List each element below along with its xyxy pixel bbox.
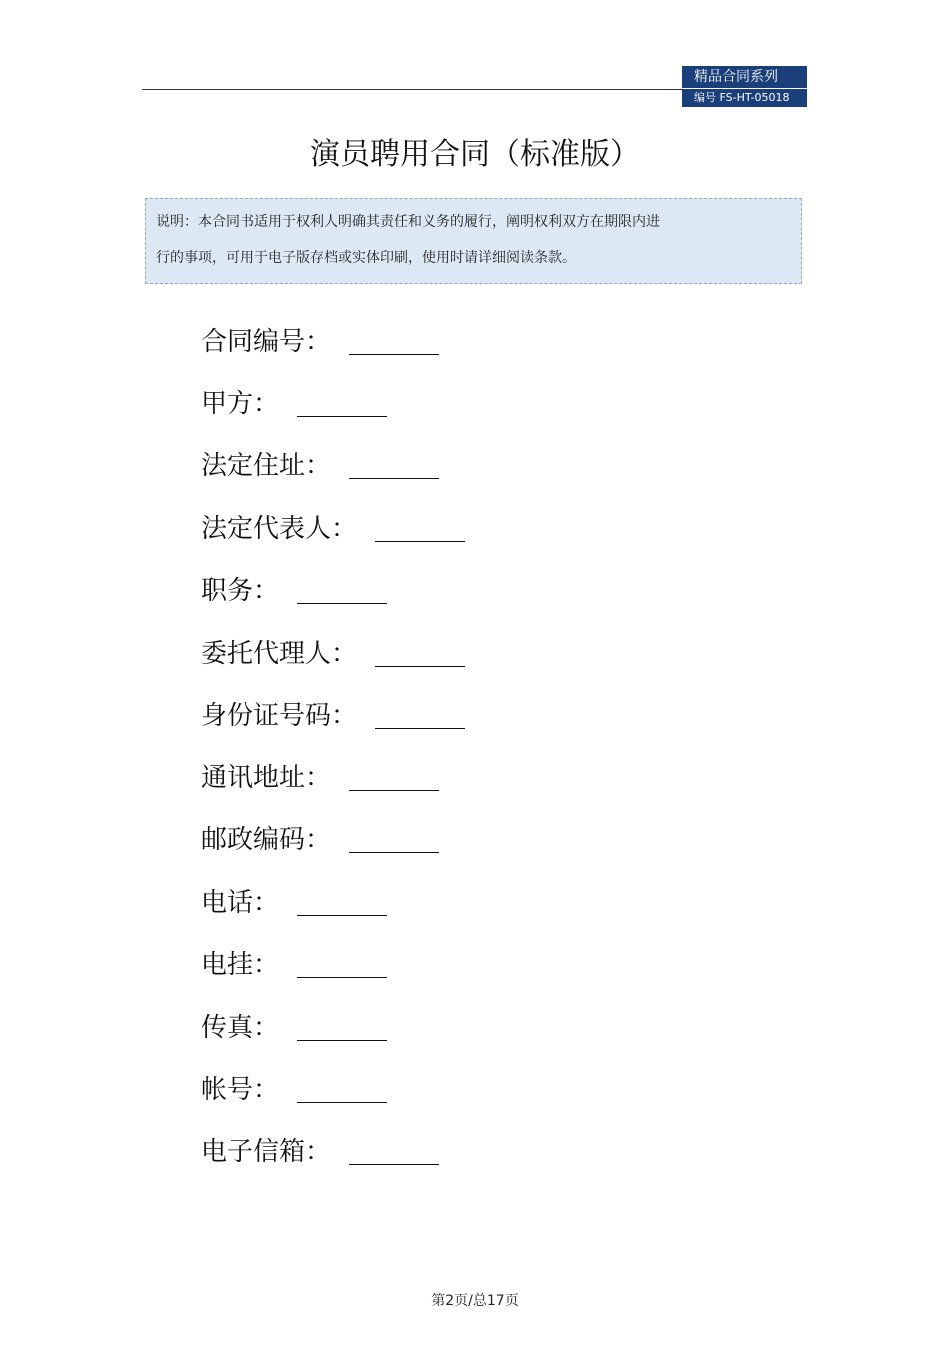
- field-label: 传真：: [201, 1013, 280, 1043]
- field-label: 邮政编码：: [201, 825, 332, 855]
- field-label: 甲方：: [201, 389, 280, 419]
- series-label: 精品合同系列: [694, 69, 778, 85]
- usage-note-line-2: 行的事项，可用于电子版存档或实体印刷，使用时请详细阅读条款。: [156, 250, 576, 266]
- field-blank: [375, 698, 465, 729]
- usage-note-line-1: 说明：本合同书适用于权利人明确其责任和义务的履行，阐明权利双方在期限内进: [156, 214, 660, 230]
- field-blank: [375, 511, 465, 542]
- usage-note: [145, 198, 802, 284]
- field-party-a: [201, 386, 387, 426]
- field-authorized-agent: [201, 636, 465, 676]
- field-label: 通讯地址：: [201, 763, 332, 793]
- series-divider: [682, 88, 807, 89]
- field-telegram: [201, 947, 387, 987]
- field-blank: [349, 822, 439, 853]
- field-id-number: [201, 698, 465, 738]
- field-blank: [297, 1072, 387, 1103]
- field-blank: [297, 386, 387, 417]
- field-blank: [349, 1134, 439, 1165]
- field-label: 委托代理人：: [201, 639, 358, 669]
- field-label: 身份证号码：: [201, 701, 358, 731]
- field-position: [201, 573, 387, 613]
- field-postal-code: [201, 822, 439, 862]
- field-blank: [297, 573, 387, 604]
- field-blank: [297, 947, 387, 978]
- field-label: 法定代表人：: [201, 514, 358, 544]
- page-indicator: 第2页/总17页: [431, 1293, 519, 1309]
- field-label: 合同编号：: [201, 327, 332, 357]
- field-legal-address: [201, 448, 439, 488]
- field-phone: [201, 885, 387, 925]
- field-blank: [349, 760, 439, 791]
- document-title: 演员聘用合同（标准版）: [310, 137, 640, 172]
- field-blank: [297, 1010, 387, 1041]
- series-badge: [682, 66, 807, 107]
- field-label: 职务：: [201, 576, 280, 606]
- field-legal-representative: [201, 511, 465, 551]
- field-account-number: [201, 1072, 387, 1112]
- field-label: 电子信箱：: [201, 1137, 332, 1167]
- field-blank: [297, 885, 387, 916]
- document-code: 编号 FS-HT-05018: [694, 91, 790, 104]
- field-blank: [375, 636, 465, 667]
- field-blank: [349, 448, 439, 479]
- field-fax: [201, 1010, 387, 1050]
- field-label: 电挂：: [201, 950, 280, 980]
- field-contract-number: [201, 324, 439, 364]
- field-label: 电话：: [201, 888, 280, 918]
- field-email: [201, 1134, 439, 1174]
- field-mailing-address: [201, 760, 439, 800]
- field-blank: [349, 324, 439, 355]
- field-label: 法定住址：: [201, 451, 332, 481]
- field-label: 帐号：: [201, 1075, 280, 1105]
